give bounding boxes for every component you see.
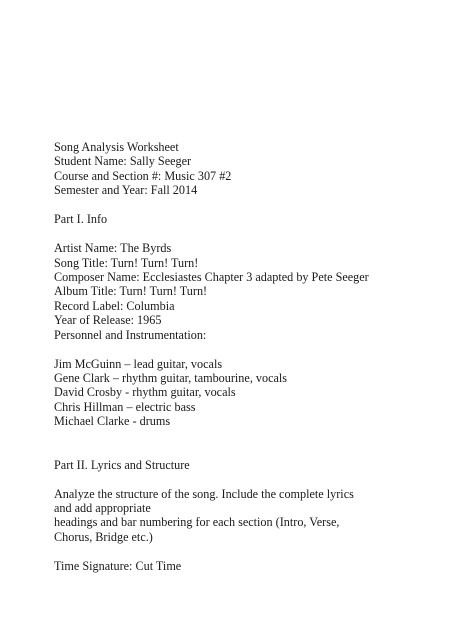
composer-name: Composer Name: Ecclesiastes Chapter 3 adapted by Pete Seeger — [54, 269, 369, 284]
instructions-line: and add appropriate — [54, 500, 151, 515]
course-section: Course and Section #: Music 307 #2 — [54, 168, 232, 183]
personnel-item: Gene Clark – rhythm guitar, tambourine, vocals — [54, 371, 288, 385]
release-year: Year of Release: 1965 — [54, 313, 162, 328]
personnel-item: Michael Clarke - drums — [54, 414, 171, 429]
spacer — [54, 342, 444, 356]
spacer — [54, 472, 444, 486]
personnel-item: David Crosby - rhythm guitar, vocals — [54, 385, 236, 400]
record-label: Record Label: Columbia — [54, 298, 175, 313]
worksheet-body — [54, 140, 444, 573]
semester-year: Semester and Year: Fall 2014 — [54, 183, 198, 198]
instructions-line: Analyze the structure of the song. Include the complete lyrics — [54, 486, 354, 501]
time-signature: Time Signature: Cut Time — [54, 558, 182, 573]
spacer — [54, 429, 444, 458]
artist-name: Artist Name: The Byrds — [54, 241, 172, 256]
spacer — [54, 227, 444, 241]
personnel-item: Jim McGuinn – lead guitar, vocals — [54, 356, 223, 371]
part1-heading: Part I. Info — [54, 212, 108, 227]
album-title: Album Title: Turn! Turn! Turn! — [54, 284, 208, 299]
spacer — [54, 198, 444, 212]
instructions-line: headings and bar numbering for each section (Intro, Verse, — [54, 515, 340, 530]
personnel-item: Chris Hillman – electric bass — [54, 399, 196, 414]
student-name: Student Name: Sally Seeger — [54, 154, 192, 169]
part2-heading: Part II. Lyrics and Structure — [54, 457, 190, 472]
instructions-line: Chorus, Bridge etc.) — [54, 529, 153, 544]
spacer — [54, 544, 444, 558]
personnel-heading: Personnel and Instrumentation: — [54, 327, 207, 342]
song-title: Song Title: Turn! Turn! Turn! — [54, 255, 199, 270]
worksheet-title: Song Analysis Worksheet — [54, 140, 179, 154]
